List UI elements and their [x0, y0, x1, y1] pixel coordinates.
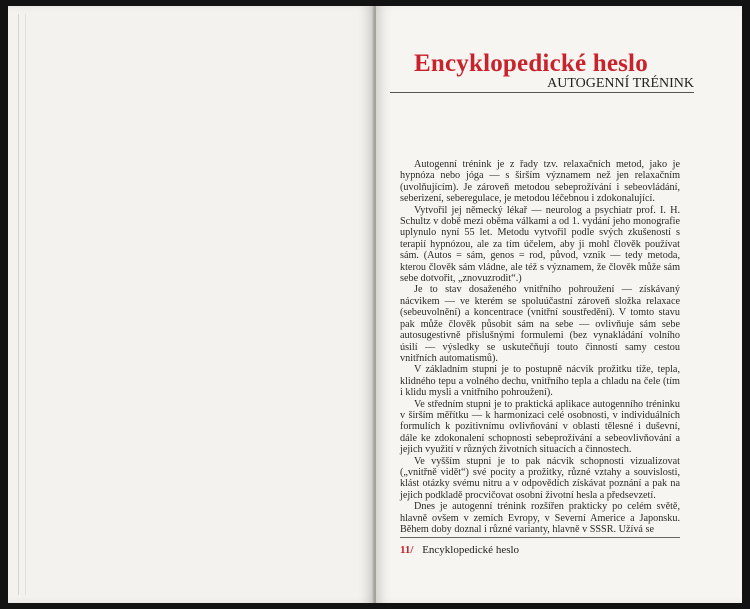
- paragraph: Ve vyšším stupni je to pak nácvik schopnosti vizualizovat („vnitřně vidět“) své pocity a prožitky, různé vztahy a souvislosti, klást otázky svému nitru a v odpovědích získávat poznání a pak na jejich podkladě procvičovat osobní životní hesla a předsevzetí.: [400, 455, 680, 501]
- open-book: [8, 6, 742, 603]
- paragraph: Je to stav dosaženého vnitřního pohroužení — získávaný nácvikem — ve kterém se spoluúčastní zároveň složka relaxace (sebeuvolnění) a koncentrace (vnitřní soustředění). V tomto stavu pak může člověk působit sám na sebe — ovlivňuje sám sebe autosugestivně příslušnými formulemi (bez vynakládání volního úsilí — výsledky se uskutečňují touto činností samy cestou vnitřních automatismů).: [400, 284, 680, 364]
- article-body: [400, 159, 680, 535]
- title-rule: [390, 92, 694, 93]
- paragraph: V základním stupni je to postupně nácvik prožitku tíže, tepla, klidného tepu a volného dechu, vnitřního tepla a chladu na čele (tím i klidu mysli a vnitřního pohroužení).: [400, 364, 680, 399]
- paragraph: Vytvořil jej německý lékař — neurolog a psychiatr prof. I. H. Schultz v době mezi oběma válkami a od 1. vydání jeho monografie uplynulo nyní 55 let. Metodu vytvořil podle svých zkušeností s terapií hypnózou, ale za tím účelem, aby ji mohl člověk používat sám. (Autos = sám, genos = rod, původ, vznik — tedy metoda, kterou člověk sám vládne, ale též s významem, že člověk může sám sebe dotvořit, „znovuzrodit“.): [400, 204, 680, 285]
- page-footer: [400, 544, 519, 556]
- page-subtitle: AUTOGENNÍ TRÉNINK: [547, 76, 694, 91]
- page-number: 11/: [400, 544, 414, 556]
- page-edge-stack: [18, 14, 26, 595]
- page-title: Encyklopedické heslo: [414, 50, 648, 77]
- footer-rule: [400, 537, 680, 538]
- paragraph: Autogenní trénink je z řady tzv. relaxačních metod, jako je hypnóza nebo jóga — s širším významem než jen relaxačním (uvolňujícím). Je zároveň metodou sebeprožívání i sebeovládání, seberizení, seberegulace, je metodou léčebnou i zdokonalující.: [400, 159, 680, 205]
- left-page-blank: [8, 6, 374, 603]
- footer-section: Encyklopedické heslo: [422, 544, 520, 556]
- paragraph: Ve středním stupni je to praktická aplikace autogenního tréninku v širším měřítku — k harmonizaci celé osobnosti, v individuálních formulích k pozitivnímu ovlivňování v oblasti tělesné i duševní, dále ke zdokonalení schopnosti sebeprožívání a sebeovlivňování a jejich využití v různých životních situacích a činnostech.: [400, 398, 680, 456]
- right-page: [376, 6, 742, 603]
- paragraph: Dnes je autogenní trénink rozšířen prakticky po celém světě, hlavně ovšem v zemích Evropy, v Severní Americe a Japonsku. Během doby doznal i různé varianty, hlavně v SSSR. Užívá se: [400, 501, 680, 535]
